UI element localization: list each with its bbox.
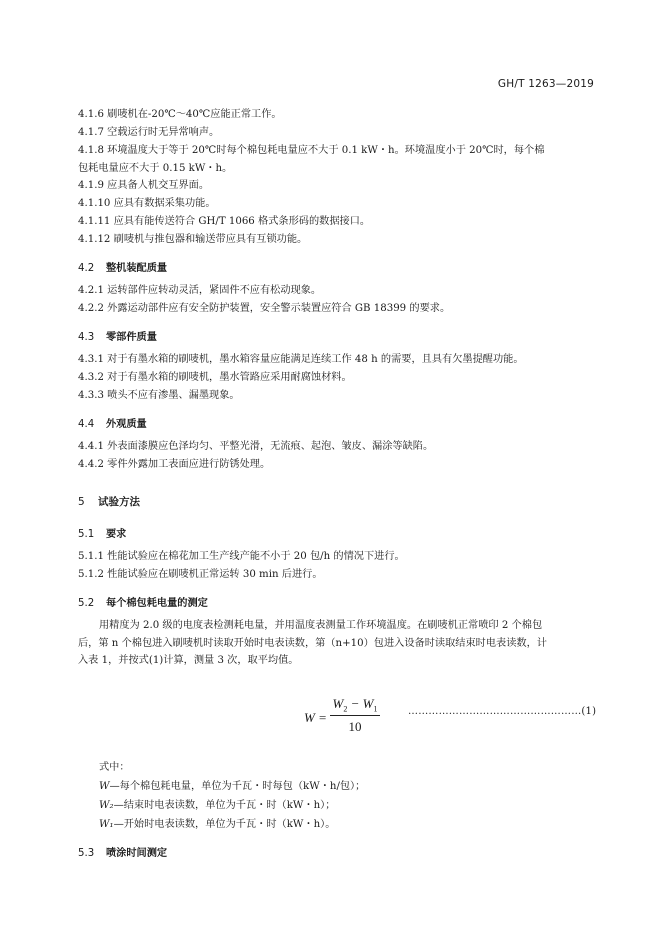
chapter-title: 试验方法 [98,496,140,508]
section-title: 整机装配质量 [106,263,168,274]
section-title: 喷涂时间测定 [106,847,168,859]
clause-4-1-12: 4.1.12 刷唛机与推包器和输送带应具有互锁功能。 [78,234,308,245]
section-5-2-heading [78,594,598,609]
clause-4-3-2: 4.3.2 对于有墨水箱的刷唛机，墨水管路应采用耐腐蚀材料。 [78,372,352,383]
section-number: 5.2 [78,598,95,609]
document-body [78,106,598,867]
clause-4-1-6: 4.1.6 刷唛机在-20℃～40℃应能正常工作。 [78,109,282,120]
chapter-5-heading [78,494,598,509]
formula-fraction [330,696,380,736]
clause-4-2-2: 4.2.2 外露运动部件应有安全防护装置，安全警示装置应符合 GB 18399 的要求。 [78,303,451,314]
section-title: 外观质量 [106,419,147,430]
clause-4-3-3: 4.3.3 喷头不应有渗墨、漏墨现象。 [78,390,240,401]
clause-4-1-7: 4.1.7 空载运行时无异常响声。 [78,127,220,138]
formula-denominator: 10 [348,719,362,735]
clause-4-3-1: 4.3.1 对于有墨水箱的刷唛机，墨水箱容量应能满足连续工作 48 h 的需要，且具有欠墨提醒功能。 [78,354,524,365]
formula-number-leader: ……………………………………………(1) [408,705,597,717]
formula-numerator: $W_2 - W_1$ [332,695,378,714]
clause-4-4-2: 4.4.2 零件外露加工表面应进行防锈处理。 [78,459,271,470]
section-number: 4.3 [78,332,95,343]
section-5-2-paragraph-line3: 入表 1，并按式(1)计算，测量 3 次，取平均值。 [78,655,299,666]
section-title: 要求 [106,529,127,540]
definition-w: W—每个棉包耗电量，单位为千瓦・时每包（kW・h/包）； [99,780,366,792]
fraction-bar [330,715,380,716]
clause-5-1-1: 5.1.1 性能试验应在棉花加工生产线产能不小于 20 包/h 的情况下进行。 [78,551,405,562]
chapter-number: 5 [78,496,85,508]
section-5-2-paragraph-line1: 用精度为 2.0 级的电度表检测耗电量，并用温度表测量工作环境温度。在刷唛机正常喷印 2 个棉包 [99,620,543,631]
clause-4-1-11: 4.1.11 应具有能传送符合 GH/T 1066 格式条形码的数据接口。 [78,216,371,227]
clause-4-2-1: 4.2.1 运转部件应转动灵活，紧固件不应有松动现象。 [78,285,322,296]
definition-w1: W₁—开始时电表读数，单位为千瓦・时（kW・h）。 [99,818,336,830]
section-4-2-heading [78,259,598,274]
section-5-1-heading [78,525,598,540]
clause-4-1-10: 4.1.10 应具有数据采集功能。 [78,198,216,209]
definition-w2: W₂—结束时电表读数，单位为千瓦・时（kW・h）； [99,799,336,811]
clause-4-1-9: 4.1.9 应具备人机交互界面。 [78,180,210,191]
section-number: 5.3 [78,847,95,859]
standard-code-header: GH/T 1263—2019 [497,78,594,90]
section-4-3-heading [78,328,598,343]
section-5-2-paragraph-line2: 后，第 n 个棉包进入刷唛机时读取开始时电表读数，第（n+10）包进入设备时读取结束时电表读数，计 [78,637,547,649]
section-number: 4.4 [78,419,95,430]
clause-4-1-8-line2: 包耗电量应不大于 0.15 kW・h。 [78,162,233,174]
section-number: 4.2 [78,263,95,274]
formula-lhs: W = [304,709,327,725]
section-title: 零部件质量 [106,332,157,343]
formula-1 [78,692,598,758]
section-4-4-heading [78,415,598,430]
formula-where-block [99,758,598,834]
section-5-3-heading [78,844,598,859]
section-title: 每个棉包耗电量的测定 [106,598,208,609]
clause-5-1-2: 5.1.2 性能试验应在刷唛机正常运转 30 min 后进行。 [78,569,323,580]
clause-4-4-1: 4.4.1 外表面漆膜应色泽均匀、平整光滑，无流痕、起泡、皱皮、漏涂等缺陷。 [78,441,434,452]
clause-4-1-list [78,106,598,249]
where-label: 式中： [99,761,130,773]
clause-4-1-8-line1: 4.1.8 环境温度大于等于 20℃时每个棉包耗电量应不大于 0.1 kW・h。环境温度小于 20℃时，每个棉 [78,145,545,156]
section-number: 5.1 [78,529,95,540]
